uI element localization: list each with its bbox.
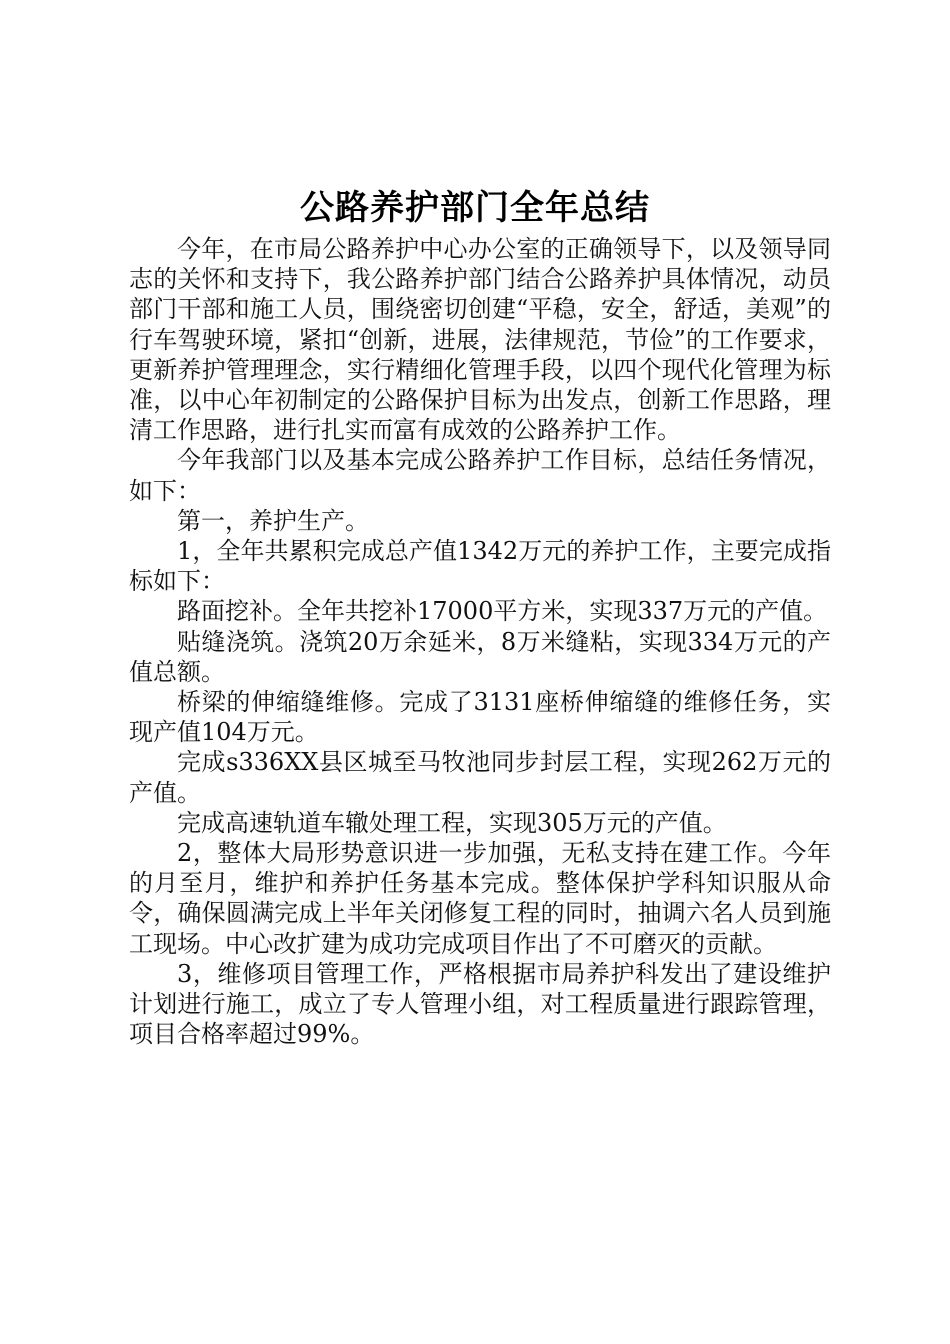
paragraph: 1，全年共累积完成总产值1342万元的养护工作，主要完成指标如下： (129, 537, 831, 596)
document-title: 公路养护部门全年总结 (300, 188, 650, 228)
paragraph: 路面挖补。全年共挖补17000平方米，实现337万元的产值。 (177, 597, 828, 626)
paragraph: 贴缝浇筑。浇筑20万余延米，8万米缝粘，实现334万元的产值总额。 (129, 627, 831, 686)
paragraph: 完成高速轨道车辙处理工程，实现305万元的产值。 (177, 808, 727, 837)
paragraph: 桥梁的伸缩缝维修。完成了3131座桥伸缩缝的维修任务，实现产值104万元。 (129, 688, 831, 747)
paragraph: 完成s336XX县区城至马牧池同步封层工程，实现262万元的产值。 (129, 748, 831, 807)
paragraph: 3，维修项目管理工作，严格根据市局养护科发出了建设维护计划进行施工，成立了专人管理小组，对工程质量进行跟踪管理，项目合格率超过99%。 (129, 959, 831, 1049)
paragraph: 今年我部门以及基本完成公路养护工作目标，总结任务情况，如下： (129, 446, 831, 505)
paragraph: 2，整体大局形势意识进一步加强，无私支持在建工作。今年的月至月，维护和养护任务基本完成。整体保护学科知识服从命令，确保圆满完成上半年关闭修复工程的同时，抽调六名人员到施工现场。中心改扩建为成功完成项目作出了不可磨灭的贡献。 (129, 839, 831, 958)
paragraph: 今年，在市局公路养护中心办公室的正确领导下，以及领导同志的关怀和支持下，我公路养护部门结合公路养护具体情况，动员部门干部和施工人员，围绕密切创建“平稳，安全，舒适，美观”的行车驾驶环境，紧扣“创新，进展，法律规范，节俭”的工作要求，更新养护管理理念，实行精细化管理手段，以四个现代化管理为标准，以中心年初制定的公路保护目标为出发点，创新工作思路，理清工作思路，进行扎实而富有成效的公路养护工作。 (129, 235, 831, 445)
document-body (129, 234, 831, 1049)
paragraph: 第一，养护生产。 (177, 506, 369, 535)
